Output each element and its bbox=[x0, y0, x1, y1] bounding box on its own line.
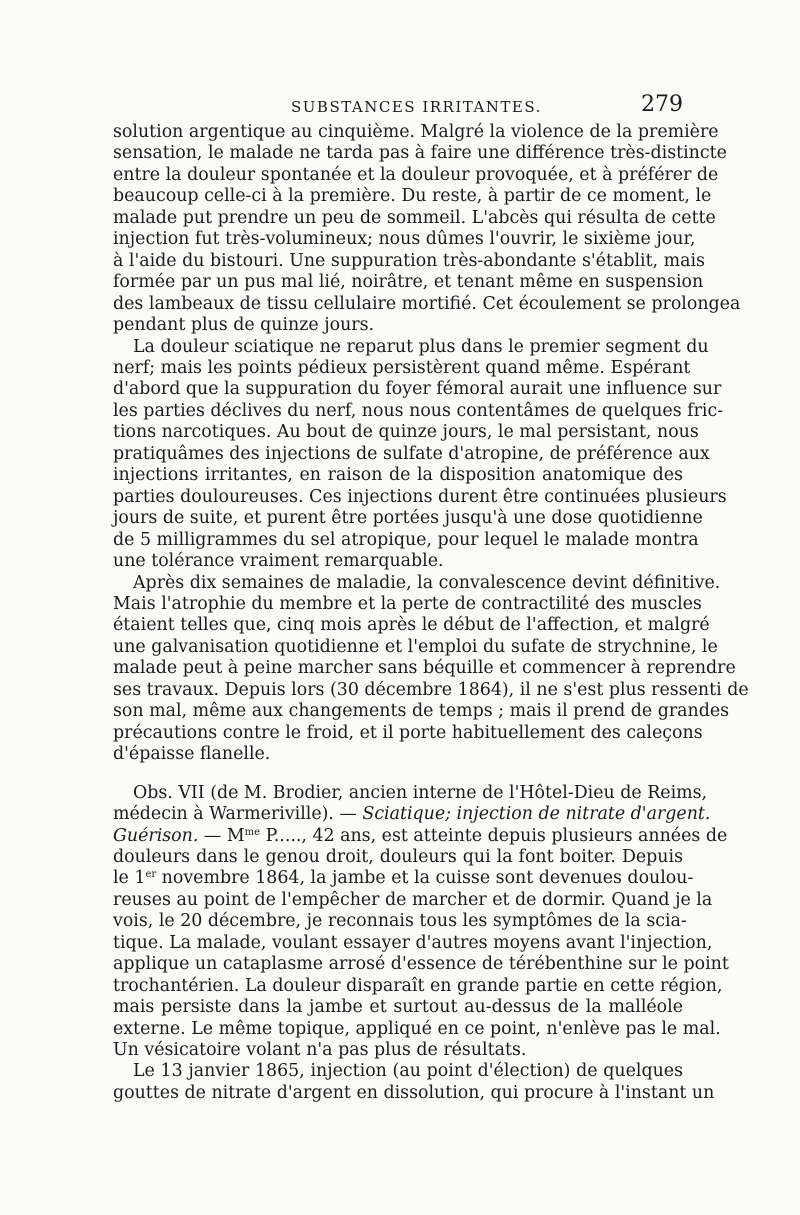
text-line: Le 13 janvier 1865, injection (au point d'élection) de quelques bbox=[133, 1061, 683, 1082]
text-line: parties douloureuses. Ces injections durent être continuées plusieurs bbox=[113, 486, 727, 507]
text-line: La douleur sciatique ne reparut plus dans le premier segment du bbox=[133, 336, 709, 357]
text-line: entre la douleur spontanée et la douleur provoquée, et à préférer de bbox=[113, 164, 719, 185]
text-line: des lambeaux de tissu cellulaire mortifié. Cet écoulement se prolongea bbox=[113, 293, 741, 314]
text-line: Un vésicatoire volant n'a pas plus de résultats. bbox=[113, 1040, 527, 1061]
text-line: les parties déclives du nerf, nous nous contentâmes de quelques fric- bbox=[113, 400, 724, 421]
paragraph-convalescence bbox=[113, 572, 749, 766]
text-line: à l'aide du bistouri. Une suppuration très-abondante s'établit, mais bbox=[113, 250, 705, 271]
text-line: injections irritantes, en raison de la disposition anatomique des bbox=[113, 465, 683, 486]
text-line: tions narcotiques. Au bout de quinze jours, le mal persistant, nous bbox=[113, 422, 699, 443]
text-line: étaient telles que, cinq mois après le début de l'affection, et malgré bbox=[113, 615, 710, 636]
text-line: sensation, le malade ne tarda pas à faire une différence très-distincte bbox=[113, 143, 727, 164]
text-line: de 5 milligrammes du sel atropique, pour lequel le malade montra bbox=[113, 529, 699, 550]
paragraph-sciatic-pain bbox=[113, 336, 727, 573]
text-line: trochantérien. La douleur disparaît en grande partie en cette région, bbox=[113, 975, 723, 996]
text-line: son mal, même aux changements de temps ; mais il prend de grandes bbox=[113, 701, 730, 722]
text-line: pratiquâmes des injections de sulfate d'atropine, de préférence aux bbox=[113, 443, 710, 464]
text-line: précautions contre le froid, et il porte habituellement des caleçons bbox=[113, 722, 703, 743]
text-line: beaucoup celle-ci à la première. Du reste, à partir de ce moment, le bbox=[113, 186, 712, 207]
text-line bbox=[113, 825, 728, 847]
text-line: une tolérance vraiment remarquable. bbox=[113, 551, 444, 572]
text-line: une galvanisation quotidienne et l'emploi du sufate de strychnine, le bbox=[113, 636, 718, 657]
observation-paragraph bbox=[113, 782, 729, 1062]
text-fragment: le 1 bbox=[113, 868, 146, 889]
superscript: er bbox=[145, 869, 157, 881]
page-number: 279 bbox=[641, 92, 683, 117]
text-line: ses travaux. Depuis lors (30 décembre 1864), il ne s'est plus ressenti de bbox=[113, 679, 749, 700]
text-fragment: novembre 1864, la jambe et la cuisse sont devenues doulou- bbox=[156, 868, 694, 889]
observation-outcome: Guérison. bbox=[113, 825, 199, 846]
text-line: Après dix semaines de maladie, la convalescence devint définitive. bbox=[133, 572, 721, 593]
text-line: malade put prendre un peu de sommeil. L'abcès qui résulta de cette bbox=[113, 207, 716, 228]
text-line bbox=[113, 804, 711, 825]
text-line: d'épaisse flanelle. bbox=[113, 744, 271, 765]
text-line: vois, le 20 décembre, je reconnais tous les symptômes de la scia- bbox=[113, 911, 687, 932]
paragraph-injection bbox=[113, 1061, 715, 1104]
observation-heading-line: Obs. VII (de M. Brodier, ancien interne de l'Hôtel-Dieu de Reims, bbox=[133, 782, 708, 803]
text-fragment: — M bbox=[198, 825, 245, 846]
observation-doctor: médecin à Warmeriville). — bbox=[113, 804, 363, 825]
body-text bbox=[113, 122, 749, 1104]
observation-diagnosis: Sciatique; injection de nitrate d'argent. bbox=[362, 804, 711, 825]
text-line: tique. La malade, voulant essayer d'autres moyens avant l'injection, bbox=[113, 932, 713, 953]
text-line: malade peut à peine marcher sans béquille et commencer à reprendre bbox=[113, 658, 736, 679]
paragraph-continuation bbox=[113, 122, 741, 337]
text-line: douleurs dans le genou droit, douleurs qui la font boiter. Depuis bbox=[113, 846, 683, 867]
text-line: mais persiste dans la jambe et surtout au-dessus de la malléole bbox=[113, 997, 683, 1018]
running-title: SUBSTANCES IRRITANTES. bbox=[291, 98, 542, 116]
superscript: me bbox=[244, 826, 261, 838]
text-line: Mais l'atrophie du membre et la perte de contractilité des muscles bbox=[113, 593, 702, 614]
text-line: applique un cataplasme arrosé d'essence de térébenthine sur le point bbox=[113, 954, 729, 975]
text-line: externe. Le même topique, appliqué en ce point, n'enlève pas le mal. bbox=[113, 1018, 721, 1039]
text-line: formée par un pus mal lié, noirâtre, et tenant même en suspension bbox=[113, 272, 704, 293]
text-line: nerf; mais les points pédieux persistèrent quand même. Espérant bbox=[113, 357, 691, 378]
text-line: pendant plus de quinze jours. bbox=[113, 315, 375, 336]
text-line: injection fut très-volumineux; nous dûmes l'ouvrir, le sixième jour, bbox=[113, 229, 696, 250]
text-line: reuses au point de l'empêcher de marcher et de dormir. Quand je la bbox=[113, 889, 713, 910]
text-line: gouttes de nitrate d'argent en dissolution, qui procure à l'instant un bbox=[113, 1082, 715, 1103]
text-line bbox=[113, 868, 694, 889]
text-fragment: P....., 42 ans, est atteinte depuis plusieurs années de bbox=[260, 825, 728, 846]
text-line: d'abord que la suppuration du foyer fémoral aurait une influence sur bbox=[113, 379, 722, 400]
text-line: jours de suite, et purent être portées jusqu'à une dose quotidienne bbox=[113, 508, 703, 529]
text-line: solution argentique au cinquième. Malgré la violence de la première bbox=[113, 122, 719, 142]
page-header bbox=[113, 92, 683, 122]
